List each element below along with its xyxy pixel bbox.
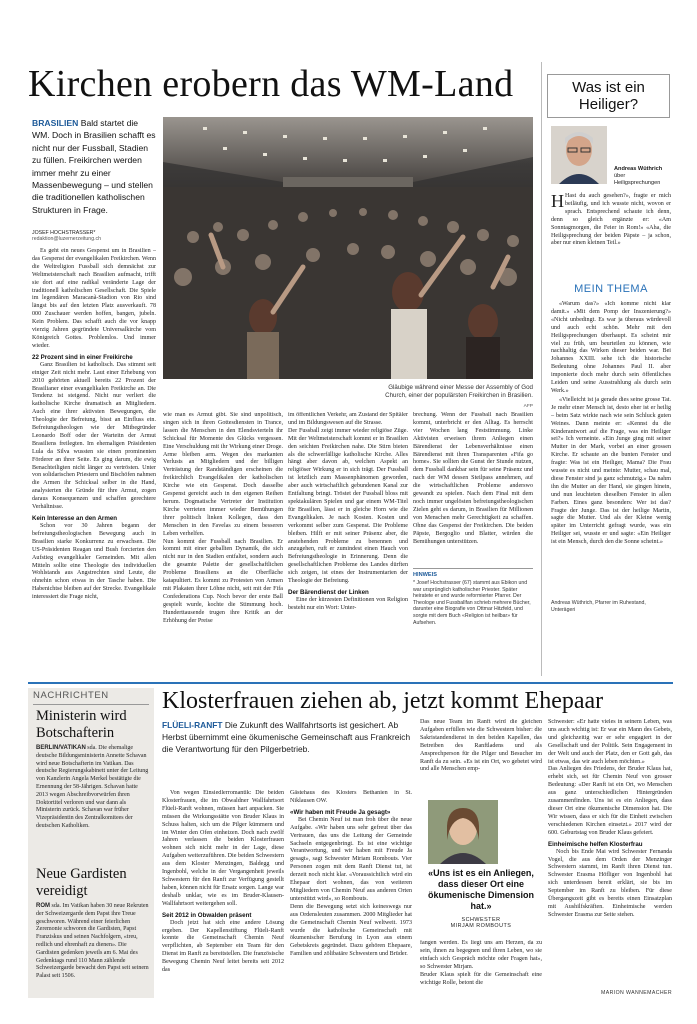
sidebar-divider [541,62,542,676]
sidebar-intro [551,193,671,248]
subheading: Der Bärendienst der Linken [288,588,369,596]
sidebar-p1: Hast du auch gesehen?», fragte er mich beiläufig, und ich wusste nicht, wovon er sprach. Entsprechend schaute ich denn, denn so gleich ergänzte er: «Am Sonntagmorgen, die Feier in Rom!» «Aha, die Heiligsprechung der beiden Päpste – ja schon, aber nur einen kleinen Teil.» [551,193,671,247]
news-text-1 [36,745,150,831]
sidebar-author-tag: über Heiligsprechungen [614,173,661,186]
article-col-4: brechung. Wenn der Fussball nach Brasilien kommt, unterbricht er den Alltag. Es herrscht vier Wochen lang Feststimmung. Linke Aktivisten erweisen ihrem Anliegen einen Bärendienst der Lebensverhältnisse einen Bärendienst mit ihren Transparenten «Fifa go home». Sie sollten die Gunst der Stunde nutzen, dem Fussball dankbar sein für seine Präsenz und nach der WM dessen Steilpass annehmen, auf die wirtschaftlichen Probleme anderswo gewandt zu spielen. Nach dem Final mit dem noch immer ungelösten befreiungstheologischen Zielen geht es darum, in Brasilien für Millionen von Menschen mehr Gerechtigkeit zu schaffen. Ohne das Gespenst der Freikirchen. Die beiden Päpste, Bergoglio und Blatter, würden die Bemühungen unterstützen. [413,412,533,545]
news-kicker-2: ROM [36,903,50,909]
paragraph: Noch bis Ende Mai wird Schwester Fernanda Vogel, die aus dem Orden der Menzinger Schwestern stammt, im Ranft ihren Dienst tun. Schwester Erasma Höfliger von Ingenbohl hat sich unterdessen bereit erklärt, sie bis im September im Ranft zu bleiben. Für diese Übergangszeit gibt es bereits einen Einsatzplan mit Aushilfskräften. Einheimische werden Schwester Erasma zur Seite stehen. [548,848,672,918]
note-text: * Josef Hochstrasser (67) stammt aus Ebikon und war ursprünglich katholischer Priester. Später heiratete er und wurde reformierter Pfarrer. Der Theologe und Fussballfan schrieb mehrere Bücher, darunter eine Biografie von Ottmar Hitzfeld, und sorgte mit dem Buch «Religion ist heilbar» für Aufsehen. [413,580,531,626]
sidebar-signature: Andreas Wüthrich, Pfarrer im Ruhestand, Unterägeri [551,600,646,613]
sidebar-p3: «Vielleicht ist ja gerade dies seine grosse Tat. Je mehr einer Mensch ist, desto eher ist er heilig – beim Satz wirkte nach wie sein Schluck guten Weines. Dann meinte er: «Kennst du die Kinderantwort auf die Frage, was ein Heiliger sei?» Ich verneinte. «Ein Junge ging mit seiner Mutter in der Mark, vorbei an einer grossen Kirche. Er schaute an die bunten Fenster und fragte: Was ist ein Heiliger, Mama? Die Frau wusste es nicht und meinte: Mutter, schau mal, diese Fenster sind ja ganz schmutzig.» Da nahm ihn die Mutter an der Hand, sie gingen hinein, und nun leuchteten dieselben Fenster in allen Farben. Eines ganz besonders: Wer ist das? Fragte der Junge. Das ist der heilige Martin, sagte die Mutter. Und als der Kleine wenig später im Unterricht gefragt wurde, was ein Heiliger sei, wusste er und sagte: «Ein Heiliger ist ein Mensch, durch den die Sonne scheint.» [551,396,671,546]
bottom-lead-text: Die Zukunft des Wallfahrtsorts ist gesichert. Ab Herbst übernimmt eine ökumenische Gemeinschaft aus Frankreich die Verantwortung für den Pilgerbetrieb. [162,720,411,755]
note-label: HINWEIS [413,572,437,578]
subheading: 22 Prozent sind in einer Freikirche [32,353,133,361]
paragraph: Von wegen Einsiedlerromantik: Die beiden Klosterfrauen, die im Obwaldner Wallfahrtsort Flüeli-Ranft wohnen, müssen hart anpacken. Sie müssen die Wirkungsstätte von Bruder Klaus in Schuss halten, sich um die Pilger kümmern und im Winter den Ofen einheizen. Doch nach zwölf Jahren verlassen die beiden Klosterfrauen wohnen sich nicht mehr in der Lage, diese Aufgaben weiterzuführen. Die beiden Schwestern aus dem Kloster Menzingen, Baldegg und Ingenbohl, welche in der Vergangenheit jeweils Schwestern für den Ranft zur Verfügung gestellt haben, können nicht für Ersatz sorgen. Lange war deshalb unklar, wie es im Bruder-Klausen-Wallfahrtsort weitergehen soll. [162,790,284,907]
bottom-col-3-top: Das neue Team im Ranft wird die gleichen Aufgaben erfüllen wie die Schwestern bisher: die Sakristandendienst in den beiden Kapellen, das Betreiben des Ranftladens und als Ansprechperson für die Pilger und Besucher im Ranft da zu sein. «Es ist ein Ort, wo gebetet wird und alle Menschen emp- [420,719,542,773]
paragraph: Eine der kürzesten Definitionen von Religion besteht nur ein Wort: Unter- [288,596,408,611]
article-col-2: wie man es Armut gibt. Sie sind unpolitisch, singen sich in ihren Gottesdiensten in Trance, lassen die Menschen in den Elendsvierteln ihr Schicksal für Momente des Glücks vergessen. Eine Verschuldung mit ihr Wirkung einer Droge. Arme bleiben arm. Wegen des markanten Verlusts an Mitgliedern und der billigen Verträstung der Randständigen erscheinen die freikirchlich Evangelikalen der katholischen Kirche wie ein Gespenst. Doch dasselbe Gespenst gereicht auch in den eigenen Reihen herum. Dogmatische Vertreter der Institution Kirche verrieten immer wieder Bemühungen ihrer politisch linken Kollegen, dass den Menschen in den Favelas zu einem besseren Leben verhelfen. Nun kommt der Fussball nach Brasilien. Er kommt mit einer geballten Dynamik, die sich nicht nur in den Stadien entfaltet, sondern auch die gesamte Palette der gesellschaftlichen Probleme Brasiliens an die Oberfläche katapultiert. Es kommt zu Protesten von Armen mit Plakaten ihrer Löhne nicht, seit mit der Fifa Confederations Cup. Noch bevor der erste Ball gespielt wurde, kochte die Stimmung hoch. Hunderttausende trugen ihre Kritik an der Erhöhung der Preise [163,412,283,624]
caption-text: Gläubige während einer Messe der Assembly of God Church, einer der populärsten Freikirchen in Brasilien. [385,384,533,400]
author-mail: redaktion@luzernerzeitung.ch [32,236,101,243]
pull-quote [420,868,542,929]
bottom-col-3-bottom: fangen werden. Es liegt uns am Herzen, da zu sein, ihnen zu begegnen und ihren Leben, wo sie einfach sich Gespräch möchte oder Fragen hat», so Schwester Mirjam. Bruder Klaus spielt für die Gemeinschaft eine wichtige Rolle, betont die [420,940,542,986]
crowd-illustration [163,117,533,379]
subheading: Einheimische helfen Klosterfrau [548,840,643,848]
bottom-col-1 [162,790,284,998]
bottom-col-4 [548,719,672,991]
paragraph: im öffentlichen Verkehr, am Zustand der Spitäler und im Bildungswesen auf die Strasse. Der Fussball zeigt immer wieder religiöse Züge. Mit der Weltmeisterschaft kommt er in Brasilien den seichten Freikirchen nahe. Die Stirn bieten als die schwerfällige katholische Kirche. Alles hängt aber davon ab, welchen Aspekt an religiöser Wirkung er in sich trägt. Der Fussball ist letztlich zum Massenphänomen geworden, aber auch wirtschaftlich gebundenen Kanal zur Entfaltung bringt. Tröstet der Fussball bloss mit spektakulären Spielen und gar einem WM-Titel für Brasilien, lässt er in gleiche Horn wie die Evangelikalen. Je nach Kosten. Kosten und verkommt selber zum Gespenst. Die Probleme bleiben. Hilft er mit seiner Präsenz aber, die anstehenden Probleme zu benennen und anzugehen, ruft er zumindest einen Hauch von Befreiungstheologie in Erinnerung. Denn die gesellschaftlichen Probleme des Landes dürften sich zeigen, ist eines der Instrumentarien der Theologie der Befreiung. [288,412,408,585]
sidebar-p2: «Warum das?» «Ich komme nicht klar damit.» «Mit dem Pomp der Inszenierung?» «Nicht unbedingt. Es war ja überaus würdevoll und auch echt schön. Mehr mit den Heiligsprechungen überhaupt. Es scheint mir viel zu früh, um beurteilen zu können, wie nachhaltig das Wirken dieser beiden war. Bei Johannes XXIII. sehe ich die historische Bedeutung ohne Johannes Paul II. aber imponierte doch mehr durch sein öffentliches Leiden und seine Ausstrahlung als durch sein Werk.» [551,301,671,394]
nun-portrait-image [428,800,498,864]
subheading: Seit 2012 in Obwalden präsent [162,911,252,919]
paragraph: Gästehaus des Klosters Bethanien in St. Niklausen OW. [290,790,412,804]
quote-role: SCHWESTER [461,917,501,923]
news-headline-1: Ministerin wird Botschafterin [36,708,127,741]
dropcap: H [551,191,564,211]
author-name: JOSEF HOCHSTRASSER* [32,230,96,236]
bottom-headline: Klosterfrauen ziehen ab, jetzt kommt Ehepaar [162,688,604,714]
note-box [413,568,533,676]
lead-kicker: BRASILIEN [32,118,79,128]
paragraph: Doch jetzt hat sich eine andere Lösung ergeben. Der Kapellenstiftung Flüeli-Ranft konnte die Gemeinschaft Chemin Neuf verpflichten, ab September ein Team für den Dienst im Ranft zu bereitstellen. Die französische Bewegung Chemin Neuf leitet bereits seit 2012 das [162,919,284,974]
paragraph: Schon vor 30 Jahren begann der befreiungstheologischen Bewegung auch in Brasilien starke Konkurrenz zu erwachsen. Die US-Präsidenten Reagan und Bush forcierten den Aufstieg evangelikaler Gemeinden. Mit allen Mitteln sollte eine Theologie des individuellen Wohlstands aus Angstrechten sind Leute, die ohnehin schon etwas in der Tasche haben. Die Habenichtse bleiben auf der Strecke. Evangelikale interessiert die Frage nicht, [32,523,156,601]
news-kicker-1: BERLIN/VATIKAN [36,745,86,751]
sidebar-title-box [547,74,670,118]
nun-portrait [428,800,498,864]
subheading: Kein Interesse an den Armen [32,515,118,522]
article-col-3 [288,412,408,676]
author-line [32,230,156,243]
lead-text: Bald startet die WM. Doch in Brasilien schafft es nicht nur der Fussball, Stadien zu füllen. Freikirchen werden immer mehr zu einer Massenbewegung – und stellen die traditionellen katholischen Strukturen in Frage. [32,118,156,215]
section-label: MEIN THEMA [574,283,648,295]
main-headline: Kirchen erobern das WM-Land [28,63,514,105]
bottom-lead-kicker: FLÜELI-RANFT [162,720,223,730]
section-separator [28,682,673,684]
subheading: «Wir haben mit Freude Ja gesagt» [290,808,391,816]
news-headline-2: Neue Gardisten vereidigt [36,866,127,899]
bottom-lead [162,719,412,756]
paragraph: Bei Chemin Neuf ist man froh über die neue Aufgabe. «Wir haben uns sehr gefreut über das Vertrauen, das uns die Leitung der Gemeinde Sachseln entgegenbringt. Es ist eine wichtige Verantwortung, und wir haben mit Freude Ja gesagt», sagt Schwester Miriam Rombouts. Vier Personen zogen mit dem Ranft Dienst tut, ist derzeit noch nicht klar. «Voraussichtlich wird ein Ehepaar dort wohnen, das von weiteren Mitgliedern von Chemin Neuf aus anderen Orten unterstützt wird», so Rombouts. Denn die Bewegung setzt sich keineswegs nur aus Ordensleuten zusammen. 2000 Mitglieder hat die Gemeinschaft Chemin Neuf weltweit. 1973 wurde die katholische Gemeinschaft mit ökumenischer Berufung in Lyon aus einem Gebetskreis gegründet. Dazu gehören Ehepaare, Familien und zölibatäre Schwestern und Brüder. [290,816,412,958]
nachrichten-label: NACHRICHTEN [33,690,109,701]
paragraph: Es geht ein neues Gespenst um in Brasilien – das Gespenst der evangelikalen Freikirchen. Wenn die Weltreligion Fussball sich demnächst zur Weltmeisterschaft nach Brasilien aufmacht, trifft sie dort auf eine radikal veränderte Lage der traditionell katholischen Gesellschaft. Die Spiele im legendären Maracanã-Stadion von Rio sind längst bis auf den letzten Platz ausverkauft. 78 000 Zuschauer werden hoffen, bangen, jubeln. Kein Problem. Das schafft auch die vor knapp vierzig Jahren gegründete Universalkirche vom Königreich Gottes. Problemlos. Und immer wieder. [32,248,156,349]
sidebar-body [551,301,671,596]
portrait-image [551,126,607,184]
sidebar-author [614,166,672,187]
paragraph: Ganz Brasilien ist katholisch. Das stimmt seit einiger Zeit nicht mehr. Laut einer Erhebung von 2010 gehörten aktuell bereits 22 Prozent der Brasilianer einer evangelikalen Freikirche an. Die Tendenz ist steigend. Nicht nur verliert die katholische Kirche dramatisch an Mitgliedern. Auch eine ihrer aktivsten Bewegungen, die Theologie der Befreiung, bisst an Einfluss ein. Befreiungstheologen wie der Mitbegründer Leonardo Boff oder der Warteitn der Armut Brasiliens freilegten. Im ehemaligen Präsidenten Lula da Silva wussten sie einen prominenten Förderer an ihrer Seite. Es ging darum, die ewig Benachteiligten nicht länger zu vertrösten. Unter von solidarischen Priestern und Bischöfen nahmen die Armen ihr Schicksal selber in die Hand, analysierten die Gründe für ihre Armut, zogen daraus Konsequenzen und schaffen gerechtere Verhältnisse. [32,361,156,511]
sidebar-title: Was ist ein Heiliger? [572,79,645,113]
photo-credit: AFP [523,404,533,409]
news-body-1: sda. Die ehemalige deutsche Bildungsministerin Annette Schavan wird neue Botschafterin im Vatikan. Das deutsche Regierungskabinett unter der Leitung von Kanzlerin Angela Merkel bestätigte die Ernennung der 58-Jährigen. Schavan hatte 2013 wegen Abschreibvorwürfen ihren Doktortitel verloren und war dann als Ministerin zurück. Schavan war früher Vizepräsidentin des Zentralkomitees der deutschen Katholiken. [36,745,149,829]
bottom-byline: MARION WANNEMACHER [601,990,672,996]
author-portrait [551,126,607,184]
quote-text: «Uns ist es ein Anliegen, dass dieser Ort eine ökumenische Dimension hat.» [427,868,535,911]
bottom-col-2 [290,790,412,998]
news-body-2: sda. Im Vatikan haben 30 neue Rekruten der Schweizergarde dem Papst ihre Treue geschworen. Während einer feierlichen Zeremonie schworen die Gardisten, Papst Franziskus und seinen Nachfolgern, «treu, redlich und ehrenhaft zu dienen». Die Gardisten gedenken jeweils am 6. Mai des Gedenktags rund 110 Mann zählende Schweizergarde bewacht den Papst seit seinem Palast seit 1506. [36,903,149,980]
photo-caption [385,384,533,400]
sidebar-author-name: Andreas Wüthrich [614,166,663,172]
quote-name: MIRJAM ROMBOUTS [450,923,512,929]
article-col-1 [32,248,156,676]
news-text-2 [36,903,150,981]
church-photo [163,117,533,379]
nachrichten-rule [33,704,149,705]
paragraph: Schwester: «Er hatte vieles in seinem Leben, was uns auch wichtig ist: Er war ein Mann des Gebets, und gleichzeitig war er sehr engagiert in der Gesellschaft und der Politik. Sein Engagement in der Welt und auch der Platz, den er Gott gab, das ist etwas, das wir auch leben möchten.» Das Anliegen des Friedens, der Bruder Klaus hat, erhebt sich, sei für Chemin Neuf von grosser Bedeutung: «Der Ranft ist ein Ort, wo Menschen aus ganz unterschiedlichen Hintergründen zusammenfinden. Uns ist es ein Anliegen, dass dieser Ort eine ökumenische Dimension hat. Die Wir wissen, dass er sich für die Einheit zwischen verschiedenen Kirchen einsetzt.» 2017 wird der 600. Geburtstag von Bruder Klaus gefeiert. [548,719,672,836]
lead-block [32,117,156,216]
